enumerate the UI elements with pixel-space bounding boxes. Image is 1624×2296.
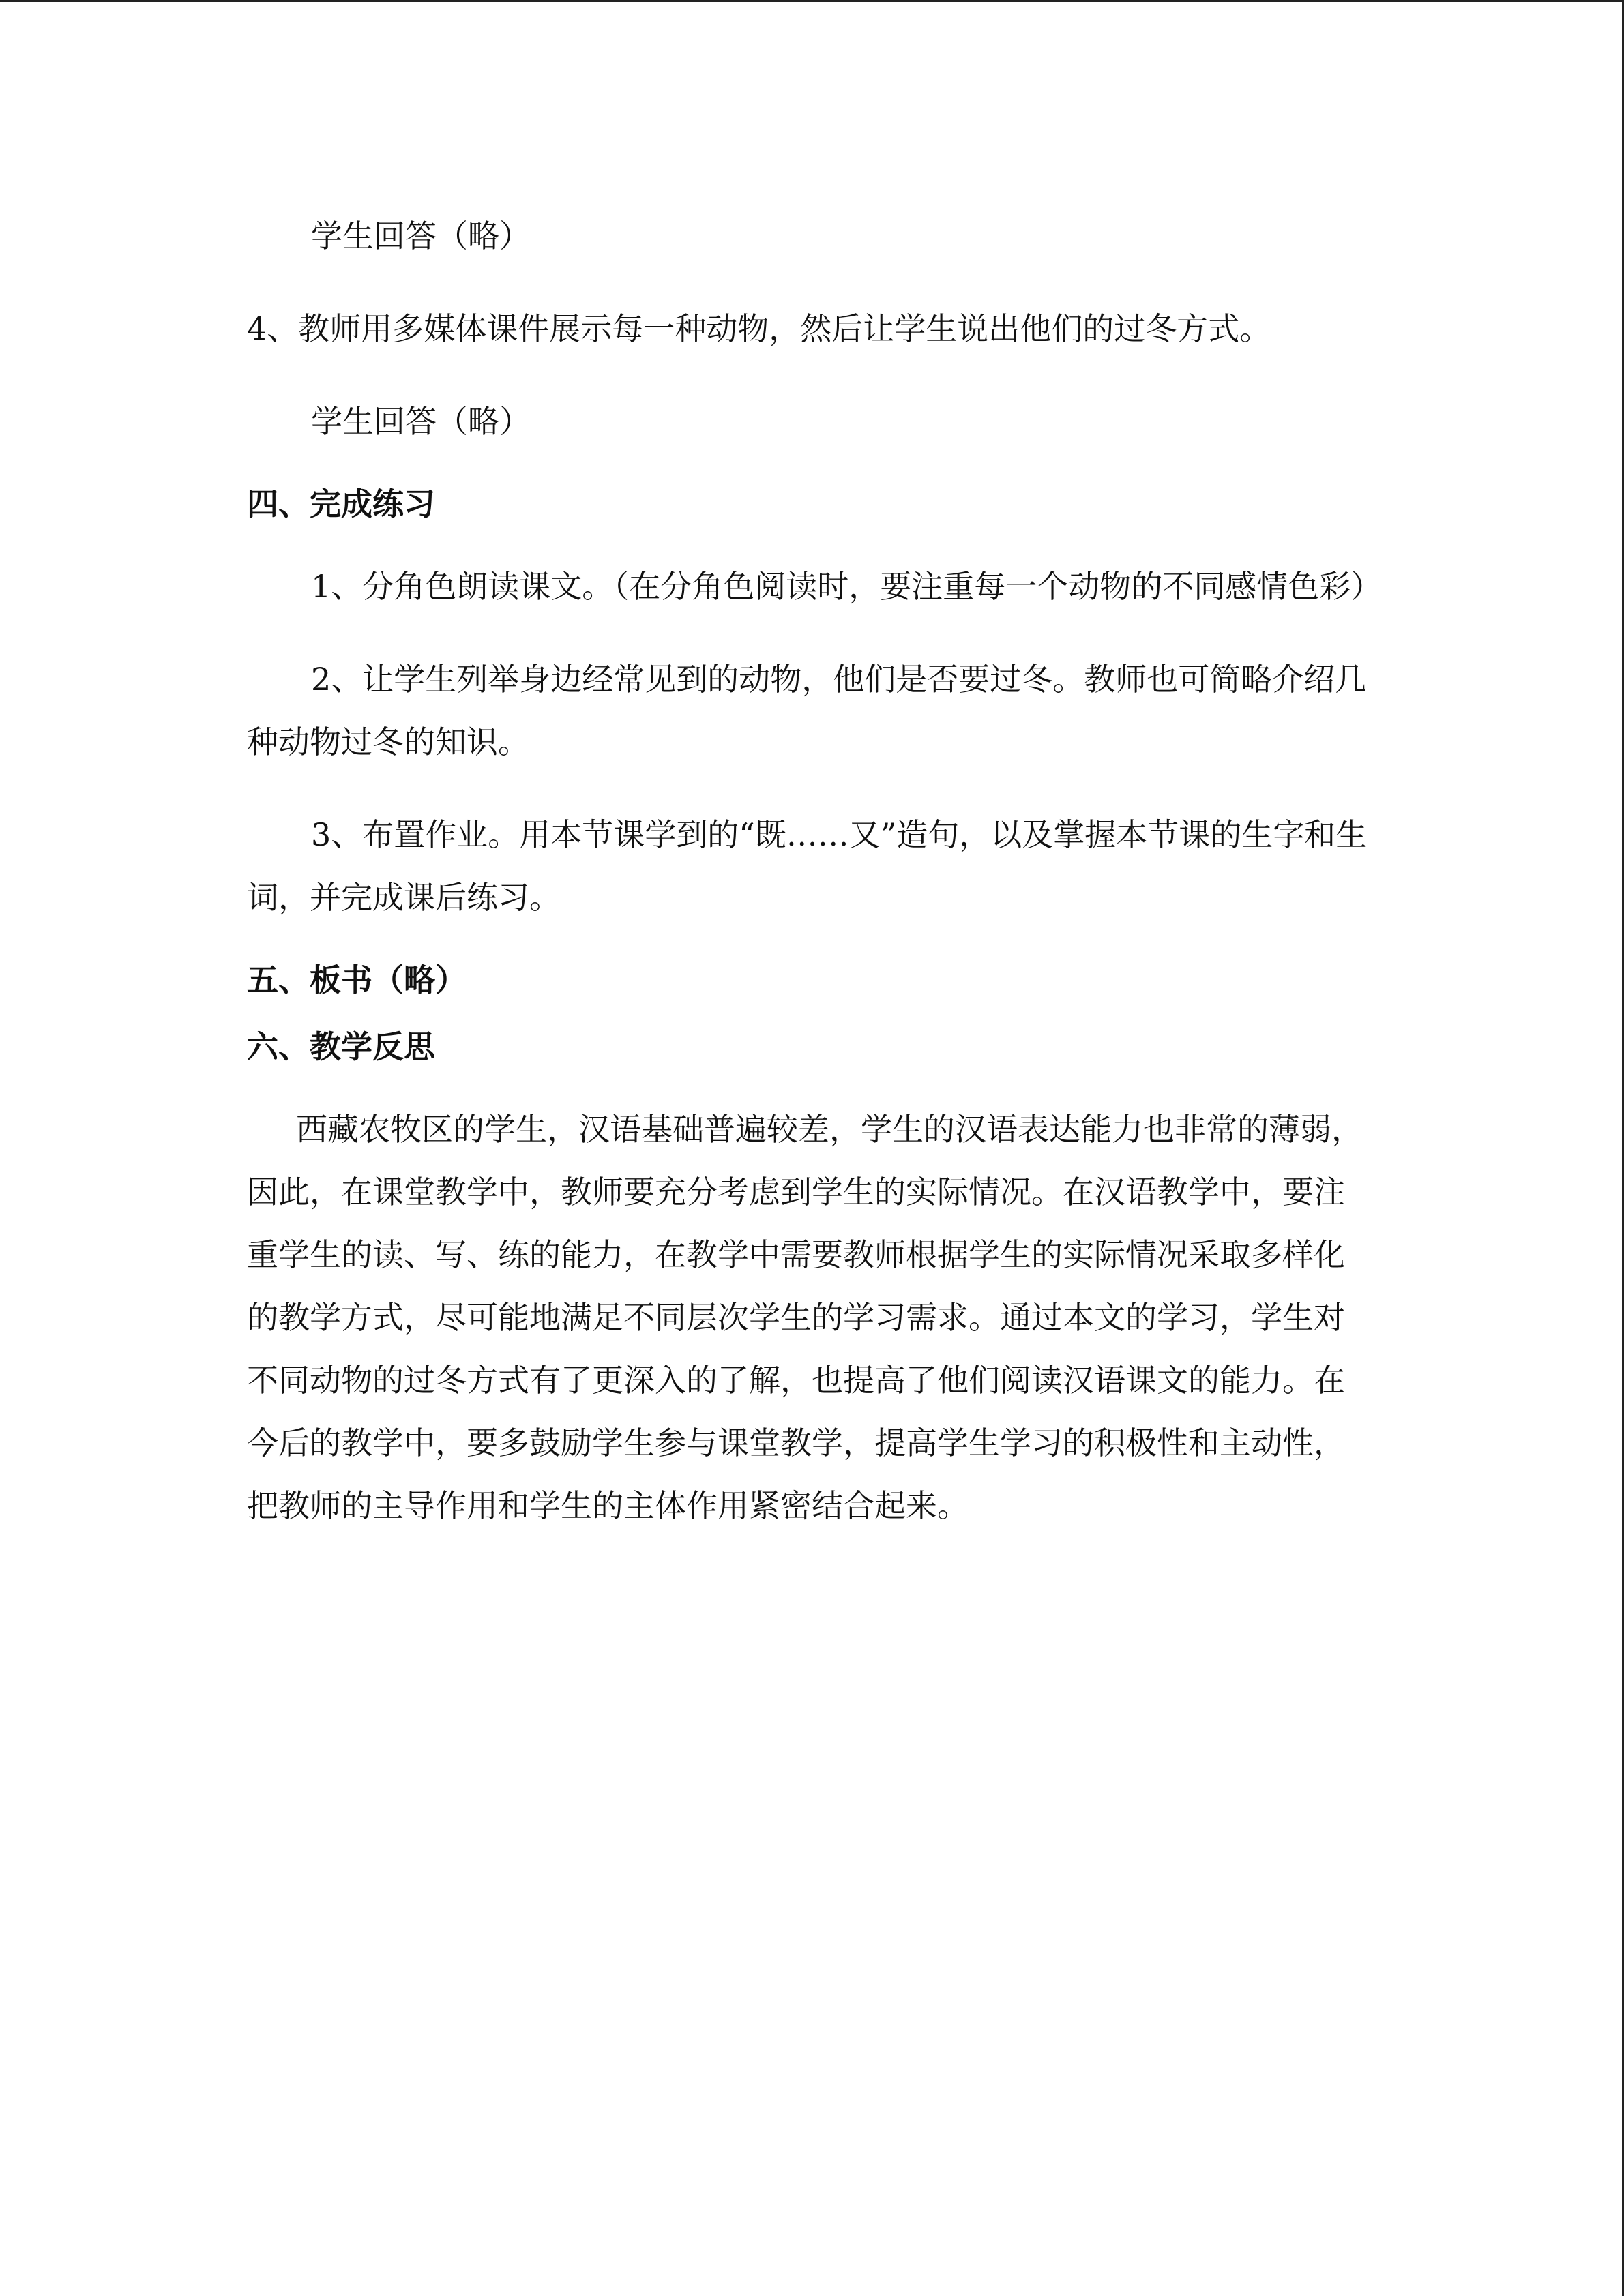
spacer — [247, 267, 1379, 297]
exercise-3-text: 3、布置作业。用本节课学到的“既……又”造句，以及掌握本节课的生字和生词，并完成课后练习。 — [247, 816, 1368, 916]
page-top-border — [0, 0, 1624, 2]
spacer — [247, 453, 1379, 488]
spacer — [247, 618, 1379, 648]
exercise-1-text: 1、分角色朗读课文。（在分角色阅读时，要注重每一个动物的不同感情色彩） — [311, 568, 1383, 605]
section-heading-reflection: 六、教学反思 — [247, 1028, 435, 1065]
spacer — [247, 996, 1379, 1031]
spacer — [247, 360, 1379, 390]
spacer — [247, 929, 1379, 964]
item-4-text: 4、教师用多媒体课件展示每一种动物，然后让学生说出他们的过冬方式。 — [247, 310, 1271, 347]
section-heading-blackboard: 五、板书（略） — [247, 961, 467, 998]
answer-line-1: 学生回答（略） — [311, 218, 531, 254]
reflection-paragraph: 西藏农牧区的学生，汉语基础普遍较差，学生的汉语表达能力也非常的薄弱，因此，在课堂教学中，教师要充分考虑到学生的实际情况。在汉语教学中，要注重学生的读、写、练的能力，在教学中需要教师根据学生的实际情况采取多样化的教学方式，尽可能地满足不同层次学生的学习需求。通过本文的学习，学生对不同动物的过冬方式有了更深入的了解，也提高了他们阅读汉语课文的能力。在今后的教学中，要多鼓励学生参与课堂教学，提高学生学习的积极性和主动性，把教师的主导作用和学生的主体作用紧密结合起来。 — [247, 1111, 1363, 1524]
spacer — [247, 520, 1379, 555]
spacer — [247, 773, 1379, 803]
exercise-2-text: 2、让学生列举身边经常见到的动物，他们是否要过冬。教师也可简略介绍几种动物过冬的知识。 — [247, 661, 1367, 760]
answer-line-2: 学生回答（略） — [311, 403, 531, 440]
document-page — [247, 205, 1383, 1537]
spacer — [247, 1062, 1379, 1098]
section-heading-practice: 四、完成练习 — [247, 486, 435, 522]
